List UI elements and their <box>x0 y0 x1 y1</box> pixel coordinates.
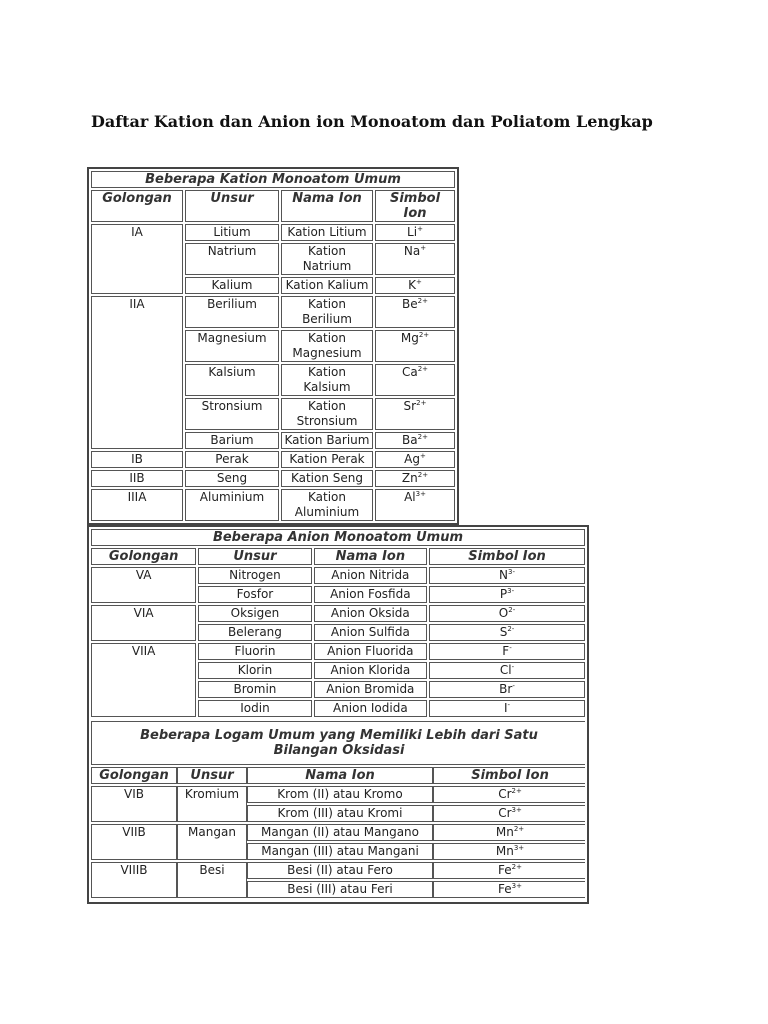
ion-symbol: Fe <box>498 882 512 896</box>
golongan-cell: IA <box>91 224 183 294</box>
ion-charge: 2+ <box>417 471 429 479</box>
simbol-ion-cell <box>429 643 585 660</box>
simbol-ion-cell <box>375 398 455 430</box>
nama-ion-cell: Kation Kalium <box>281 277 373 294</box>
unsur-cell: Kalsium <box>185 364 279 396</box>
unsur-cell: Belerang <box>198 624 311 641</box>
ion-charge: 3+ <box>511 806 522 814</box>
ion-charge: - <box>509 644 512 652</box>
unsur-cell: Nitrogen <box>198 567 311 584</box>
simbol-ion-cell <box>375 470 455 487</box>
table-row <box>91 824 585 841</box>
ion-charge: 3- <box>508 568 515 576</box>
ion-symbol: I <box>503 701 508 715</box>
nama-ion-cell: Anion Fluorida <box>314 643 427 660</box>
unsur-cell: Natrium <box>185 243 279 275</box>
golongan-cell: VIA <box>91 605 196 641</box>
golongan-cell: IB <box>91 451 183 468</box>
nama-ion-cell: Kation Natrium <box>281 243 373 275</box>
simbol-ion-cell <box>375 451 455 468</box>
ion-symbol: Na <box>403 244 421 258</box>
unsur-cell: Seng <box>185 470 279 487</box>
nama-ion-cell: Mangan (II) atau Mangano <box>247 824 433 841</box>
ion-symbol: Zn <box>401 471 418 485</box>
unsur-cell: Perak <box>185 451 279 468</box>
unsur-cell: Fosfor <box>198 586 311 603</box>
ion-symbol: Be <box>402 297 418 311</box>
table-row <box>91 786 585 803</box>
unsur-cell: Berilium <box>185 296 279 328</box>
ion-charge: + <box>417 225 423 233</box>
golongan-cell: VIIB <box>91 824 177 860</box>
simbol-ion-cell <box>375 277 455 294</box>
column-header-unsur: Unsur <box>185 190 279 222</box>
nama-ion-cell: Anion Sulfida <box>314 624 427 641</box>
ion-charge: 2- <box>507 625 515 633</box>
ion-charge: + <box>416 278 422 286</box>
ion-symbol: Al <box>404 490 416 504</box>
simbol-ion-cell <box>375 224 455 241</box>
cation-table <box>87 167 459 525</box>
ion-symbol: P <box>499 587 508 601</box>
ion-symbol: Mg <box>400 331 419 345</box>
ion-charge: 2+ <box>418 331 430 339</box>
simbol-ion-cell <box>375 296 455 328</box>
ion-charge: 2+ <box>417 297 428 305</box>
unsur-cell: Aluminium <box>185 489 279 521</box>
nama-ion-cell: Kation Perak <box>281 451 373 468</box>
simbol-ion-cell <box>433 843 585 860</box>
unsur-cell: Stronsium <box>185 398 279 430</box>
nama-ion-cell: Anion Klorida <box>314 662 427 679</box>
ion-charge: + <box>420 244 427 252</box>
ion-charge: 3+ <box>415 490 426 498</box>
unsur-cell: Iodin <box>198 700 311 717</box>
column-header-nama-ion: Nama Ion <box>247 767 433 784</box>
ion-symbol: N <box>499 568 509 582</box>
nama-ion-cell: Kation Barium <box>281 432 373 449</box>
column-header-golongan: Golongan <box>91 190 183 222</box>
simbol-ion-cell <box>433 881 585 898</box>
ion-charge: 3+ <box>511 882 522 890</box>
table-row <box>91 489 455 521</box>
nama-ion-cell: Kation Stronsium <box>281 398 373 430</box>
golongan-cell: VIB <box>91 786 177 822</box>
unsur-cell: Barium <box>185 432 279 449</box>
multivalent-metals-caption: Beberapa Logam Umum yang Memiliki Lebih dari Satu Bilangan Oksidasi <box>91 721 585 765</box>
table-row <box>91 451 455 468</box>
ion-charge: - <box>507 701 511 709</box>
simbol-ion-cell <box>375 432 455 449</box>
golongan-cell: VIIIB <box>91 862 177 898</box>
multivalent-metals-table <box>91 719 585 900</box>
unsur-cell: Besi <box>177 862 247 898</box>
anion-table <box>87 525 589 904</box>
simbol-ion-cell <box>429 605 585 622</box>
nama-ion-cell: Kation Aluminium <box>281 489 373 521</box>
column-header-unsur: Unsur <box>198 548 311 565</box>
simbol-ion-cell <box>429 662 585 679</box>
column-header-simbol-ion: Simbol Ion <box>433 767 585 784</box>
column-header-golongan: Golongan <box>91 767 177 784</box>
golongan-cell: IIA <box>91 296 183 449</box>
nama-ion-cell: Anion Nitrida <box>314 567 427 584</box>
column-header-nama-ion: Nama Ion <box>314 548 427 565</box>
nama-ion-cell: Kation Kalsium <box>281 364 373 396</box>
ion-symbol: S <box>499 625 508 639</box>
ion-symbol: Li <box>407 225 418 239</box>
nama-ion-cell: Kation Magnesium <box>281 330 373 362</box>
ion-symbol: Mn <box>495 825 514 839</box>
ion-symbol: O <box>498 606 509 620</box>
unsur-cell: Bromin <box>198 681 311 698</box>
multivalent-metals-section <box>91 719 585 900</box>
ion-charge: 2+ <box>416 399 427 407</box>
simbol-ion-cell <box>375 489 455 521</box>
column-header-simbol-ion: Simbol Ion <box>429 548 585 565</box>
unsur-cell: Fluorin <box>198 643 311 660</box>
ion-charge: 2+ <box>513 825 525 833</box>
ion-symbol: F <box>502 644 510 658</box>
nama-ion-cell: Kation Berilium <box>281 296 373 328</box>
simbol-ion-cell <box>433 824 585 841</box>
unsur-cell: Oksigen <box>198 605 311 622</box>
nama-ion-cell: Anion Bromida <box>314 681 427 698</box>
simbol-ion-cell <box>429 681 585 698</box>
column-header-nama-ion: Nama Ion <box>281 190 373 222</box>
simbol-ion-cell <box>429 624 585 641</box>
unsur-cell: Mangan <box>177 824 247 860</box>
cation-table-caption: Beberapa Kation Monoatom Umum <box>91 171 455 188</box>
column-header-unsur: Unsur <box>177 767 247 784</box>
ion-charge: 2+ <box>417 433 428 441</box>
ion-charge: 2+ <box>511 863 522 871</box>
ion-symbol: K <box>408 278 416 292</box>
nama-ion-cell: Anion Fosfida <box>314 586 427 603</box>
table-row <box>91 605 585 622</box>
simbol-ion-cell <box>433 862 585 879</box>
nama-ion-cell: Kation Litium <box>281 224 373 241</box>
ion-symbol: Cl <box>499 663 512 677</box>
ion-charge: - <box>512 682 515 690</box>
ion-symbol: Sr <box>403 399 417 413</box>
simbol-ion-cell <box>433 805 585 822</box>
nama-ion-cell: Kation Seng <box>281 470 373 487</box>
table-row <box>91 643 585 660</box>
ion-charge: 2+ <box>417 365 429 373</box>
simbol-ion-cell <box>433 786 585 803</box>
golongan-cell: IIIA <box>91 489 183 521</box>
ion-charge: + <box>419 452 426 460</box>
simbol-ion-cell <box>429 567 585 584</box>
unsur-cell: Kromium <box>177 786 247 822</box>
ion-symbol: Ca <box>401 365 418 379</box>
unsur-cell: Magnesium <box>185 330 279 362</box>
unsur-cell: Klorin <box>198 662 311 679</box>
nama-ion-cell: Anion Oksida <box>314 605 427 622</box>
ion-symbol: Cr <box>498 806 512 820</box>
golongan-cell: VA <box>91 567 196 603</box>
ion-symbol: Ag <box>404 452 420 466</box>
nama-ion-cell: Besi (II) atau Fero <box>247 862 433 879</box>
golongan-cell: VIIA <box>91 643 196 717</box>
table-row <box>91 862 585 879</box>
simbol-ion-cell <box>429 700 585 717</box>
table-row <box>91 296 455 328</box>
simbol-ion-cell <box>375 243 455 275</box>
anion-table-caption: Beberapa Anion Monoatom Umum <box>91 529 585 546</box>
ion-charge: 2- <box>508 606 516 614</box>
nama-ion-cell: Krom (II) atau Kromo <box>247 786 433 803</box>
table-row <box>91 470 455 487</box>
ion-charge: 3- <box>507 587 515 595</box>
column-header-golongan: Golongan <box>91 548 196 565</box>
ion-symbol: Br <box>499 682 513 696</box>
nama-ion-cell: Mangan (III) atau Mangani <box>247 843 433 860</box>
ion-symbol: Cr <box>498 787 512 801</box>
simbol-ion-cell <box>375 330 455 362</box>
golongan-cell: IIB <box>91 470 183 487</box>
nama-ion-cell: Krom (III) atau Kromi <box>247 805 433 822</box>
ion-charge: 3+ <box>513 844 525 852</box>
nama-ion-cell: Anion Iodida <box>314 700 427 717</box>
ion-symbol: Fe <box>498 863 512 877</box>
nama-ion-cell: Besi (III) atau Feri <box>247 881 433 898</box>
simbol-ion-cell <box>429 586 585 603</box>
ion-symbol: Mn <box>495 844 514 858</box>
ion-symbol: Ba <box>402 433 418 447</box>
unsur-cell: Kalium <box>185 277 279 294</box>
page-title: Daftar Kation dan Anion ion Monoatom dan Poliatom Lengkap <box>91 112 653 131</box>
column-header-simbol-ion: Simbol Ion <box>375 190 455 222</box>
ion-charge: 2+ <box>511 787 522 795</box>
table-row <box>91 567 585 584</box>
unsur-cell: Litium <box>185 224 279 241</box>
simbol-ion-cell <box>375 364 455 396</box>
table-row <box>91 224 455 241</box>
ion-charge: - <box>511 663 515 671</box>
